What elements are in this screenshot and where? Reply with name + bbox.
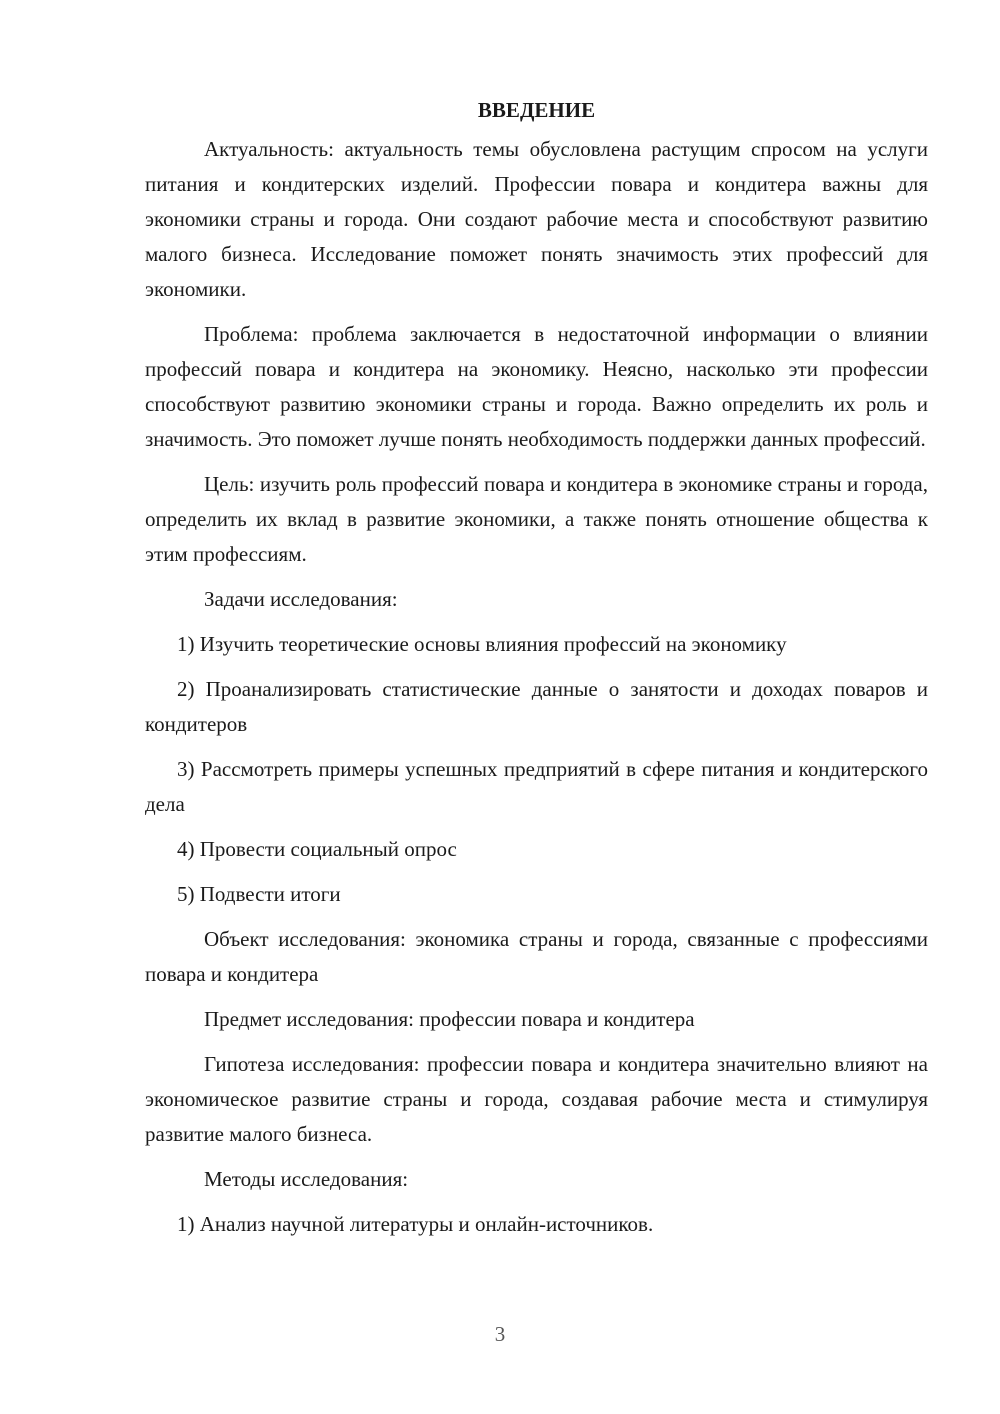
- task-item-4: 4) Провести социальный опрос: [177, 837, 457, 861]
- problem-paragraph: Проблема: проблема заключается в недостаточной информации о влиянии профессий повара и кондитера на экономику. Неясно, насколько эти профессии способствуют развитию экономики страны и города. Важно определить их роль и значимость. Это поможет лучше понять необходимость поддержки данных профессий.: [145, 322, 928, 451]
- method-item-1: 1) Анализ научной литературы и онлайн-источников.: [177, 1212, 654, 1236]
- tasks-heading: Задачи исследования:: [204, 587, 398, 611]
- methods-heading: Методы исследования:: [204, 1167, 409, 1191]
- task-item-3: 3) Рассмотреть примеры успешных предприятий в сфере питания и кондитерского дела: [145, 757, 928, 816]
- document-page: [145, 92, 928, 1252]
- page-number: 3: [494, 1322, 506, 1346]
- task-item-5: 5) Подвести итоги: [177, 882, 341, 906]
- subject-paragraph: Предмет исследования: профессии повара и кондитера: [204, 1007, 695, 1031]
- goal-paragraph: Цель: изучить роль профессий повара и кондитера в экономике страны и города, определить их вклад в развитие экономики, а также понять отношение общества к этим профессиям.: [145, 472, 928, 566]
- relevance-paragraph: Актуальность: актуальность темы обусловлена растущим спросом на услуги питания и кондитерских изделий. Профессии повара и кондитера важны для экономики страны и города. Они создают рабочие места и способствуют развитию малого бизнеса. Исследование поможет понять значимость этих профессий для экономики.: [145, 137, 928, 301]
- object-paragraph: Объект исследования: экономика страны и города, связанные с профессиями повара и кондитера: [145, 927, 928, 986]
- task-item-1: 1) Изучить теоретические основы влияния профессий на экономику: [177, 632, 787, 656]
- page-title: ВВЕДЕНИЕ: [477, 98, 596, 122]
- task-item-2: 2) Проанализировать статистические данные о занятости и доходах поваров и кондитеров: [145, 677, 928, 736]
- hypothesis-paragraph: Гипотеза исследования: профессии повара и кондитера значительно влияют на экономическое развитие страны и города, создавая рабочие места и стимулируя развитие малого бизнеса.: [145, 1052, 928, 1146]
